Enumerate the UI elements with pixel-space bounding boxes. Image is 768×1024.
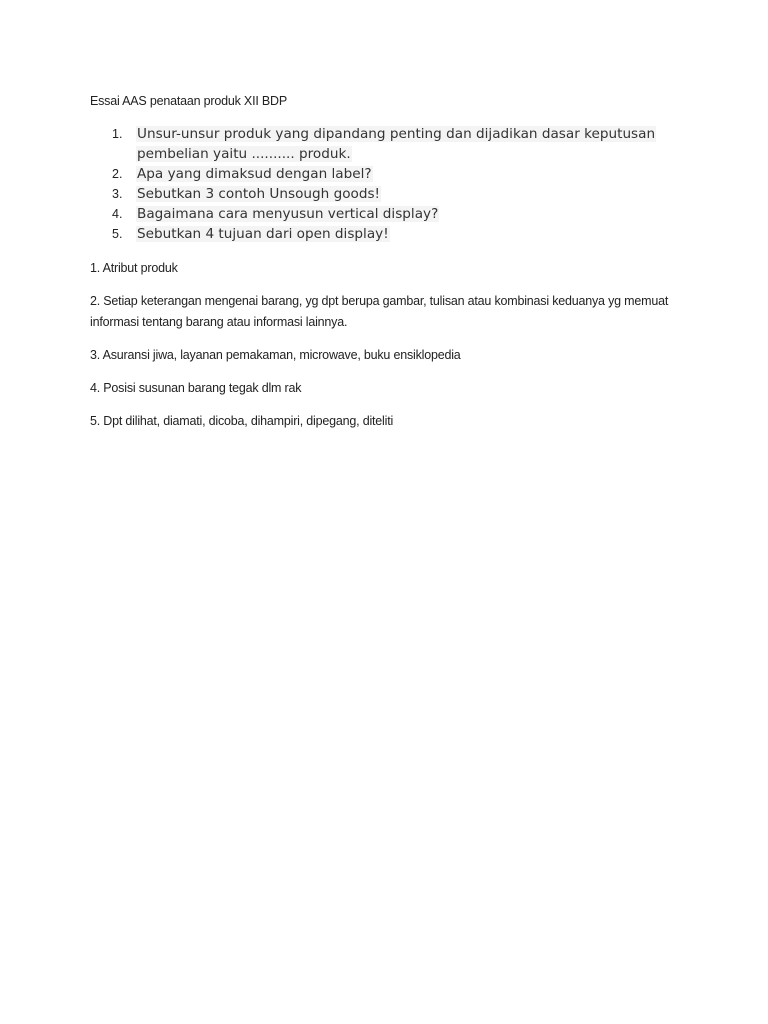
question-number: 1. <box>112 127 123 141</box>
question-number: 4. <box>112 206 123 221</box>
question-number: 5. <box>112 226 123 241</box>
question-number: 2. <box>112 166 123 181</box>
question-text: Sebutkan 3 contoh Unsough goods! <box>137 185 380 202</box>
answer-section <box>90 258 680 444</box>
question-item <box>90 125 690 164</box>
question-text: Sebutkan 4 tujuan dari open display! <box>137 225 389 242</box>
question-item <box>90 205 690 225</box>
answer-paragraph: 5. Dpt dilihat, diamati, dicoba, dihampiri, dipegang, diteliti <box>90 414 394 428</box>
question-text: Bagaimana cara menyusun vertical display? <box>137 205 439 222</box>
question-text: Apa yang dimaksud dengan label? <box>137 165 372 182</box>
document-title: Essai AAS penataan produk XII BDP <box>90 94 287 108</box>
question-list <box>90 125 690 245</box>
question-item <box>90 225 690 245</box>
question-text: Unsur-unsur produk yang dipandang penting dan dijadikan dasar keputusan pembelian yaitu .......... produk. <box>137 126 656 162</box>
answer-paragraph: 4. Posisi susunan barang tegak dlm rak <box>90 381 302 395</box>
question-item <box>90 185 690 205</box>
answer-paragraph: 3. Asuransi jiwa, layanan pemakaman, microwave, buku ensiklopedia <box>90 348 461 362</box>
answer-paragraph: 2. Setiap keterangan mengenai barang, yg dpt berupa gambar, tulisan atau kombinasi keduanya yg memuat informasi tentang barang atau informasi lainnya. <box>90 294 669 329</box>
answer-paragraph: 1. Atribut produk <box>90 261 178 275</box>
question-item <box>90 165 690 185</box>
question-number: 3. <box>112 186 123 201</box>
